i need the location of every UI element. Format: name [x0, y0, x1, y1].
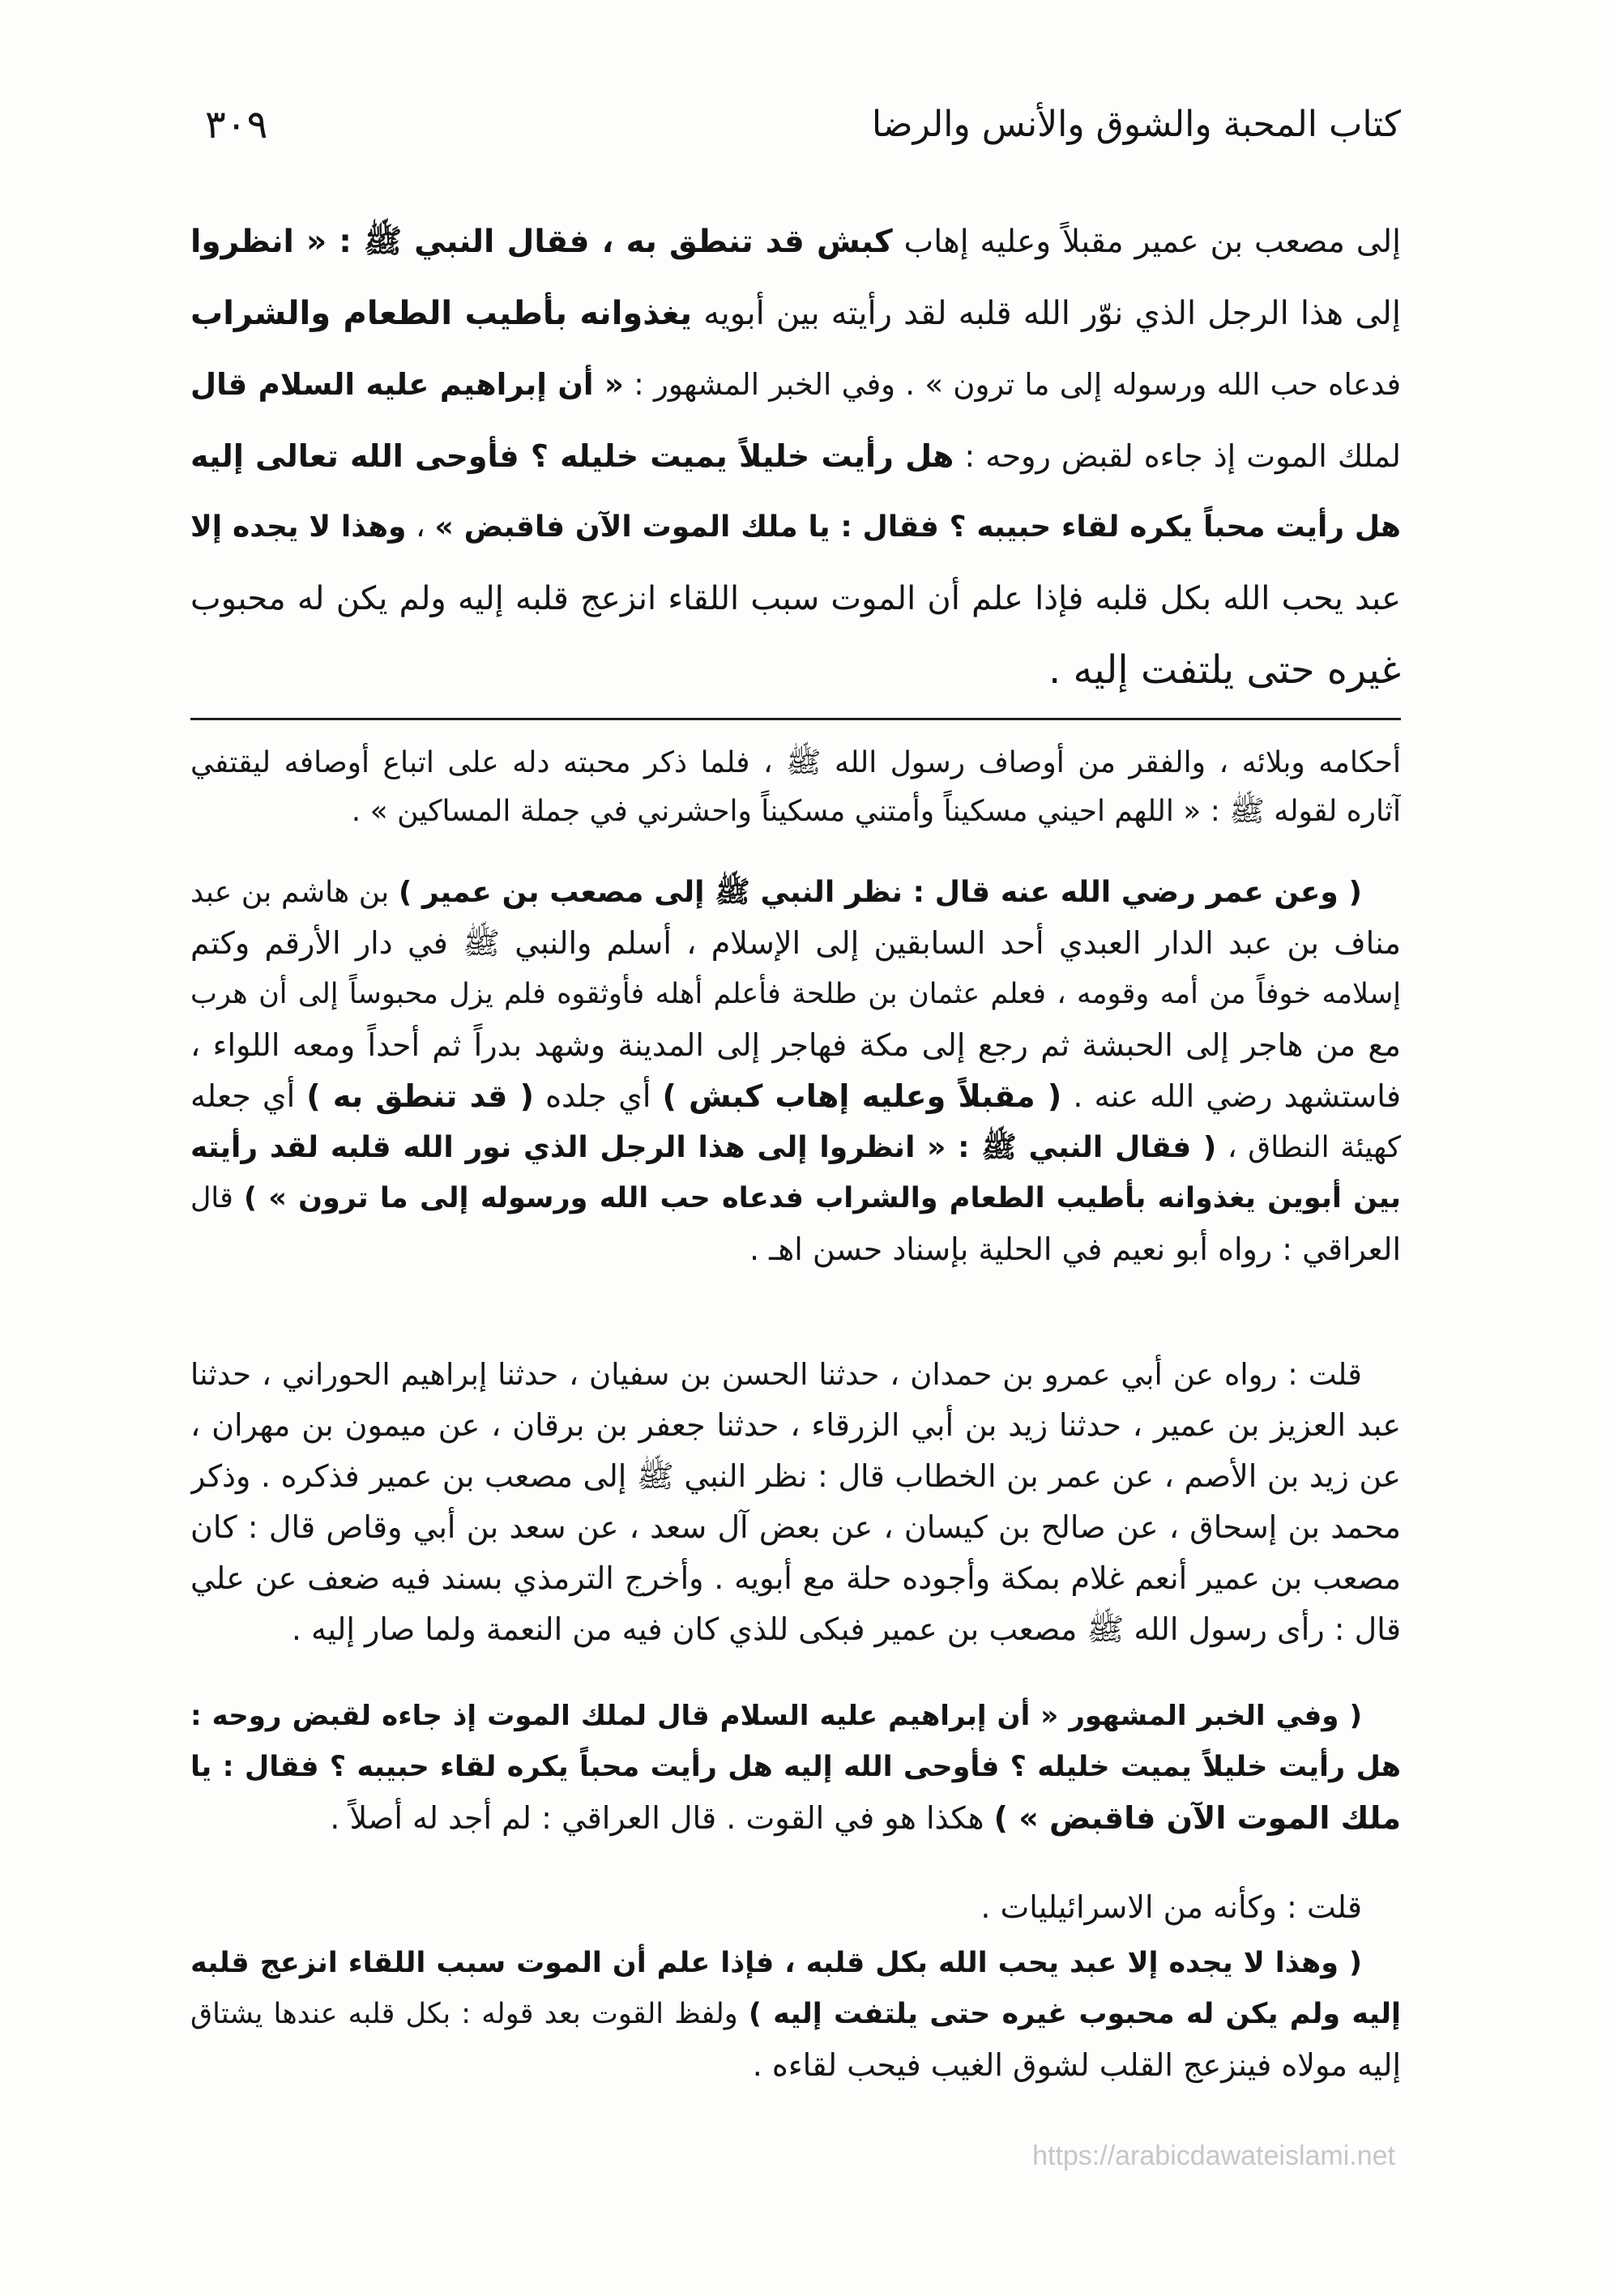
- text-segment: قلت : رواه عن أبي عمرو بن حمدان ، حدثنا الحسن بن سفيان ، حدثنا إبراهيم الحوراني ، حدثنا: [190, 1357, 1362, 1392]
- text-line: [190, 1793, 1401, 1844]
- text-segment: قال : رأى رسول الله ﷺ مصعب بن عمير فبكى للذي كان فيه من النعمة ولما صار إليه .: [291, 1611, 1401, 1647]
- text-line: [190, 420, 1401, 492]
- text-segment: كبش قد تنطق به ، فقال النبي ﷺ : « انظروا: [190, 224, 893, 260]
- text-segment: يغذوانه بأطيب الطعام والشراب: [190, 295, 692, 332]
- text-line: [190, 1122, 1401, 1173]
- text-line: [190, 634, 1401, 706]
- text-line: [190, 867, 1401, 918]
- footnote-separator: [190, 718, 1401, 720]
- text-segment: قلت : وكأنه من الاسرائيليات .: [980, 1889, 1362, 1925]
- text-line: [190, 1451, 1401, 1502]
- text-segment: آثاره لقوله ﷺ : « اللهم احيني مسكيناً وأمتني مسكيناً واحشرني في جملة المساكين » .: [351, 795, 1401, 828]
- text-segment: محمد بن إسحاق ، عن صالح بن كيسان ، عن بعض آل سعد ، عن سعد بن أبي وقاص قال : كان: [190, 1509, 1401, 1545]
- text-line: [190, 2040, 1401, 2091]
- text-line: [190, 1173, 1401, 1224]
- text-segment: ( قد تنطق به ): [306, 1078, 535, 1114]
- text-line: [190, 1553, 1401, 1604]
- commentary-paragraph: [190, 1349, 1401, 1655]
- text-segment: لملك الموت إذ جاءه لقبض روحه :: [954, 438, 1401, 474]
- text-segment: أي جلده: [534, 1078, 663, 1114]
- text-segment: مصعب بن عمير أنعم غلام بمكة وأجوده حلة مع أبويه . وأخرج الترمذي بسند فيه ضعف عن علي: [190, 1560, 1401, 1596]
- text-segment: قال: [190, 1182, 245, 1214]
- commentary-paragraph: [190, 1938, 1401, 2091]
- text-segment: مع من هاجر إلى الحبشة ثم رجع إلى مكة فهاجر إلى المدينة وشهد بدراً ثم أحداً ومعه اللواء ،: [190, 1027, 1401, 1063]
- watermark-url: https://arabicdawateislami.net: [1032, 2140, 1395, 2171]
- commentary-paragraph: [190, 1691, 1401, 1844]
- text-line: [190, 1020, 1401, 1071]
- text-segment: « أن إبراهيم عليه السلام قال: [190, 367, 624, 402]
- text-segment: أحكامه وبلائه ، والفقر من أوصاف رسول الله ﷺ ، فلما ذكر محبته دله على اتباع أوصافه ليقتفي: [190, 746, 1401, 779]
- running-header-title: كتاب المحبة والشوق والأنس والرضا: [871, 104, 1401, 145]
- text-segment: إلى مصعب بن عمير مقبلاً وعليه إهاب: [892, 224, 1401, 260]
- text-line: [190, 739, 1401, 787]
- text-segment: فاستشهد رضي الله عنه .: [1061, 1078, 1401, 1114]
- text-segment: إسلامه خوفاً من أمه وقومه ، فعلم عثمان بن طلحة فأعلم أهله فأوثقوه فلم يزل محبوساً إلى أن هرب: [190, 978, 1401, 1010]
- text-segment: غيره حتى يلتفت إليه .: [1048, 647, 1401, 693]
- text-line: [190, 1989, 1401, 2040]
- text-line: [190, 278, 1401, 349]
- text-segment: ( فقال النبي ﷺ : « انظروا إلى هذا الرجل الذي نور الله قلبه لقد رأيته: [190, 1131, 1217, 1164]
- text-segment: العراقي : رواه أبو نعيم في الحلية بإسناد حسن اهـ .: [749, 1231, 1401, 1267]
- text-line: [190, 1224, 1401, 1275]
- footnote-continuation: [190, 739, 1401, 836]
- text-segment: بين أبوين يغذوانه بأطيب الطعام والشراب فدعاه حب الله ورسوله إلى ما ترون » ): [244, 1182, 1401, 1214]
- text-line: [190, 1349, 1401, 1400]
- text-segment: ( وهذا لا يجده إلا عبد يحب الله بكل قلبه ، فإذا علم أن الموت سبب اللقاء انزعج قلبه: [190, 1947, 1362, 1979]
- text-segment: ولفظ القوت بعد قوله : بكل قلبه عندها يشتاق: [190, 1998, 749, 2030]
- text-line: [190, 1742, 1401, 1793]
- text-segment: بن هاشم بن عبد: [190, 876, 399, 909]
- text-line: [190, 207, 1401, 278]
- running-header: [190, 96, 1401, 154]
- text-segment: ( وفي الخبر المشهور « أن إبراهيم عليه السلام قال لملك الموت إذ جاءه لقبض روحه :: [190, 1700, 1362, 1732]
- text-segment: هل رأيت محباً يكره لقاء حبيبه ؟ فقال : يا ملك الموت الآن فاقبض »: [434, 510, 1401, 544]
- text-line: [190, 1400, 1401, 1451]
- text-segment: أي جعله: [190, 1078, 307, 1114]
- text-line: [190, 1882, 1401, 1933]
- text-segment: إلى هذا الرجل الذي نوّر الله قلبه لقد رأيته بين أبويه: [691, 295, 1401, 332]
- text-segment: فدعاه حب الله ورسوله إلى ما ترون » . وفي الخبر المشهور :: [623, 367, 1401, 402]
- text-segment: عبد يحب الله بكل قلبه فإذا علم أن الموت سبب اللقاء انزعج قلبه إليه ولم يكن له محبوب: [190, 580, 1401, 617]
- text-segment: ( وعن عمر رضي الله عنه قال : نظر النبي ﷺ إلى مصعب بن عمير ): [398, 876, 1363, 909]
- text-line: [190, 1502, 1401, 1553]
- text-line: [190, 787, 1401, 836]
- text-segment: ( مقبلاً وعليه إهاب كبش ): [662, 1078, 1062, 1114]
- text-segment: ملك الموت الآن فاقبض » ): [993, 1800, 1401, 1836]
- text-segment: مناف بن عبد الدار العبدي أحد السابقين إلى الإسلام ، أسلم والنبي ﷺ في دار الأرقم وكتم: [190, 925, 1401, 961]
- main-text: [190, 207, 1401, 706]
- text-segment: عن زيد بن الأصم ، عن عمر بن الخطاب قال : نظر النبي ﷺ إلى مصعب بن عمير فذكره . وذكر: [190, 1458, 1401, 1494]
- text-line: [190, 969, 1401, 1020]
- text-line: [190, 1691, 1401, 1742]
- text-segment: إليه مولاه فينزعج القلب لشوق الغيب فيحب لقاءه .: [752, 2047, 1401, 2083]
- text-segment: هل رأيت خليلاً يميت خليله ؟ فأوحى الله إليه هل رأيت محباً يكره لقاء حبيبه ؟ فقال : يا: [190, 1751, 1401, 1783]
- text-segment: إليه ولم يكن له محبوب غيره حتى يلتفت إليه ): [748, 1998, 1401, 2030]
- text-line: [190, 1938, 1401, 1989]
- text-line: [190, 563, 1401, 634]
- page-number: ٣٠٩: [205, 102, 268, 147]
- text-segment: ،: [406, 510, 435, 544]
- text-segment: عبد العزيز بن عمير ، حدثنا زيد بن أبي الزرقاء ، حدثنا جعفر بن برقان ، عن ميمون بن مهران ،: [190, 1407, 1401, 1443]
- text-segment: هكذا هو في القوت . قال العراقي : لم أجد له أصلاً .: [330, 1800, 994, 1836]
- text-line: [190, 918, 1401, 969]
- text-line: [190, 492, 1401, 563]
- commentary-paragraph: [190, 1882, 1401, 1933]
- commentary-paragraph: [190, 867, 1401, 1275]
- text-line: [190, 349, 1401, 420]
- text-segment: هل رأيت خليلاً يميت خليله ؟ فأوحى الله تعالى إليه: [190, 438, 954, 474]
- text-line: [190, 1604, 1401, 1655]
- text-line: [190, 1071, 1401, 1122]
- text-segment: كهيئة النطاق ،: [1216, 1131, 1401, 1164]
- text-segment: وهذا لا يجده إلا: [190, 510, 407, 544]
